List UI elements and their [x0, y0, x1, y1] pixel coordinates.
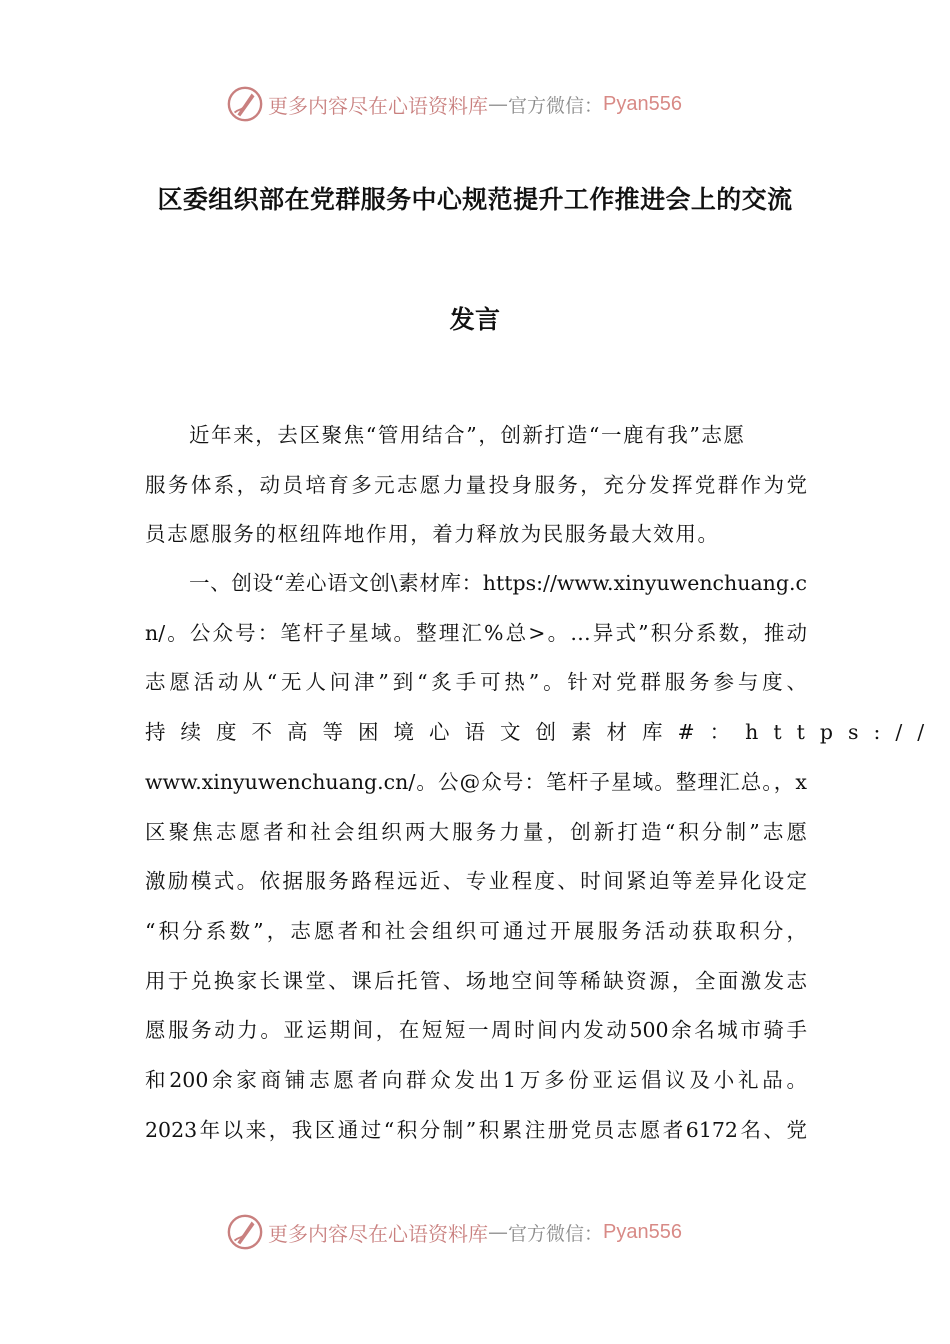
- body-line: 持续度不高等困境心语文创素材库#：https://: [145, 720, 940, 744]
- quill-logo-icon: [226, 1213, 264, 1251]
- body-line: n/。公众号：笔杆子星域。整理汇%总>。…异式”积分系数，推动: [145, 621, 807, 645]
- body-line: 服务体系，动员培育多元志愿力量投身服务，充分发挥党群作为党: [145, 473, 807, 497]
- body-line: www.xinyuwenchuang.cn/。公@众号：笔杆子星域。整理汇总。，x: [145, 770, 807, 794]
- footer-banner: [226, 1212, 682, 1252]
- body-line: 和200余家商铺志愿者向群众发出1万多份亚运倡议及小礼品。: [145, 1068, 807, 1092]
- body-line: 员志愿服务的枢纽阵地作用，着力释放为民服务最大效用。: [145, 522, 720, 546]
- body-line: 用于兑换家长课堂、课后托管、场地空间等稀缺资源，全面激发志: [145, 969, 807, 993]
- body-line: “积分系数”，志愿者和社会组织可通过开展服务活动获取积分，: [145, 919, 807, 943]
- banner-text: 更多内容尽在心语资料库: [268, 93, 488, 118]
- body-line: 激励模式。依据服务路程远近、专业程度、时间紧迫等差异化设定: [145, 869, 807, 893]
- document-title: 区委组织部在党群服务中心规范提升工作推进会上的交流: [157, 185, 793, 214]
- quill-logo-icon: [226, 85, 264, 123]
- body-line: 志愿活动从“无人问津”到“炙手可热”。针对党群服务参与度、: [145, 670, 807, 694]
- banner-text: 更多内容尽在心语资料库: [268, 1221, 488, 1246]
- body-line: 一、创设“差心语文创\素材库：https://www.xinyuwenchuang.c: [189, 571, 807, 595]
- banner-wechat-id: Pyan556: [603, 1220, 682, 1243]
- banner-official-label: 官方微信：: [508, 94, 604, 117]
- banner-separator: —: [488, 1220, 508, 1244]
- document-title-continued: 发言: [449, 305, 501, 334]
- body-line: 近年来，去区聚焦“管用结合”，创新打造“一鹿有我”志愿: [189, 423, 746, 447]
- header-banner: [226, 84, 682, 124]
- banner-separator: —: [488, 92, 508, 116]
- banner-wechat-id: Pyan556: [603, 92, 682, 115]
- body-line: 2023年以来，我区通过“积分制”积累注册党员志愿者6172名、党: [145, 1118, 807, 1142]
- banner-official-label: 官方微信：: [508, 1222, 604, 1245]
- body-line: 区聚焦志愿者和社会组织两大服务力量，创新打造“积分制”志愿: [145, 820, 807, 844]
- body-line: 愿服务动力。亚运期间，在短短一周时间内发动500余名城市骑手: [145, 1018, 807, 1042]
